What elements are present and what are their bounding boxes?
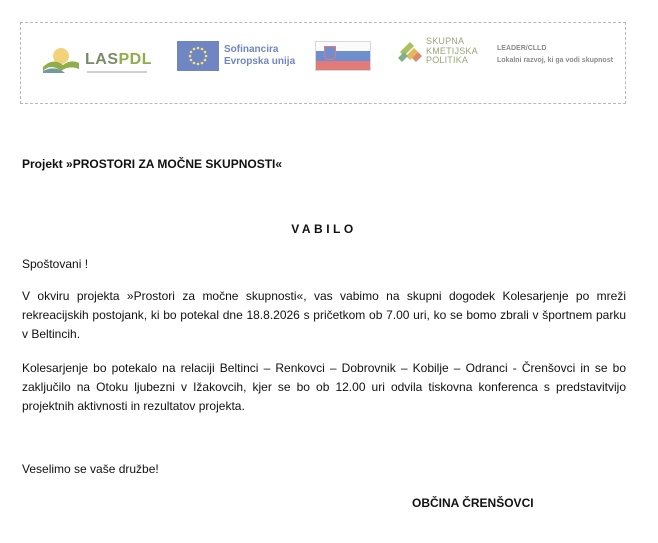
- skp-line3: POLITIKA: [426, 55, 469, 65]
- leader-line2: Lokalni razvoj, ki ga vodi skupnost: [497, 57, 613, 64]
- eu-text: [224, 44, 295, 68]
- skp-text: [426, 37, 478, 66]
- closing-line: Veselimo se vaše družbe!: [22, 462, 159, 476]
- signature: OBČINA ČRENŠOVCI: [412, 496, 534, 510]
- document-heading: VABILO: [291, 222, 357, 236]
- laspdl-name: LASPDL: [85, 51, 152, 68]
- eu-line1: Sofinancira: [224, 44, 279, 55]
- logo-strip: [20, 22, 626, 104]
- skp-emblem-icon: [396, 38, 424, 64]
- slovenia-flag-icon: [315, 41, 371, 71]
- greeting: Spoštovani !: [22, 257, 89, 271]
- eu-logo: [177, 41, 295, 71]
- skp-line2: KMETIJSKA: [426, 45, 478, 56]
- laspdl-logo: [41, 43, 152, 77]
- leader-logo: [497, 43, 613, 67]
- laspdl-emblem-icon: [41, 45, 81, 75]
- paragraph-route: Kolesarjenje bo potekalo na relaciji Beltinci – Renkovci – Dobrovnik – Kobilje – Odranci - Črenšovci in se bo zaključilo na Otoku ljubezni v Ižakovcih, kjer se bo ob 12.00 uri odvila tiskovna konferenca s predstavitvijo projektnih aktivnosti in rezultatov projekta.: [22, 361, 626, 413]
- project-title: Projekt »PROSTORI ZA MOČNE SKUPNOSTI«: [22, 157, 283, 171]
- slovenia-crest-icon: [324, 46, 336, 60]
- leader-line1: LEADER/CLLD: [497, 45, 547, 52]
- paragraph-invitation: V okviru projekta »Prostori za močne skupnosti«, vas vabimo na skupni dogodek Kolesarjenje po mreži rekreacijskih postojank, ki bo potekal dne 18.8.2026 s pričetkom ob 7.00 uri, ko se bomo zbrali v športnem parku v Beltincih.: [22, 289, 626, 341]
- slovenia-flag-logo: [315, 41, 371, 71]
- skp-logo: [396, 37, 478, 66]
- eu-line2: Evropska unija: [224, 56, 296, 67]
- eu-flag-icon: [177, 41, 219, 71]
- skp-line1: SKUPNA: [426, 36, 465, 46]
- laspdl-tagline-line: [87, 71, 147, 73]
